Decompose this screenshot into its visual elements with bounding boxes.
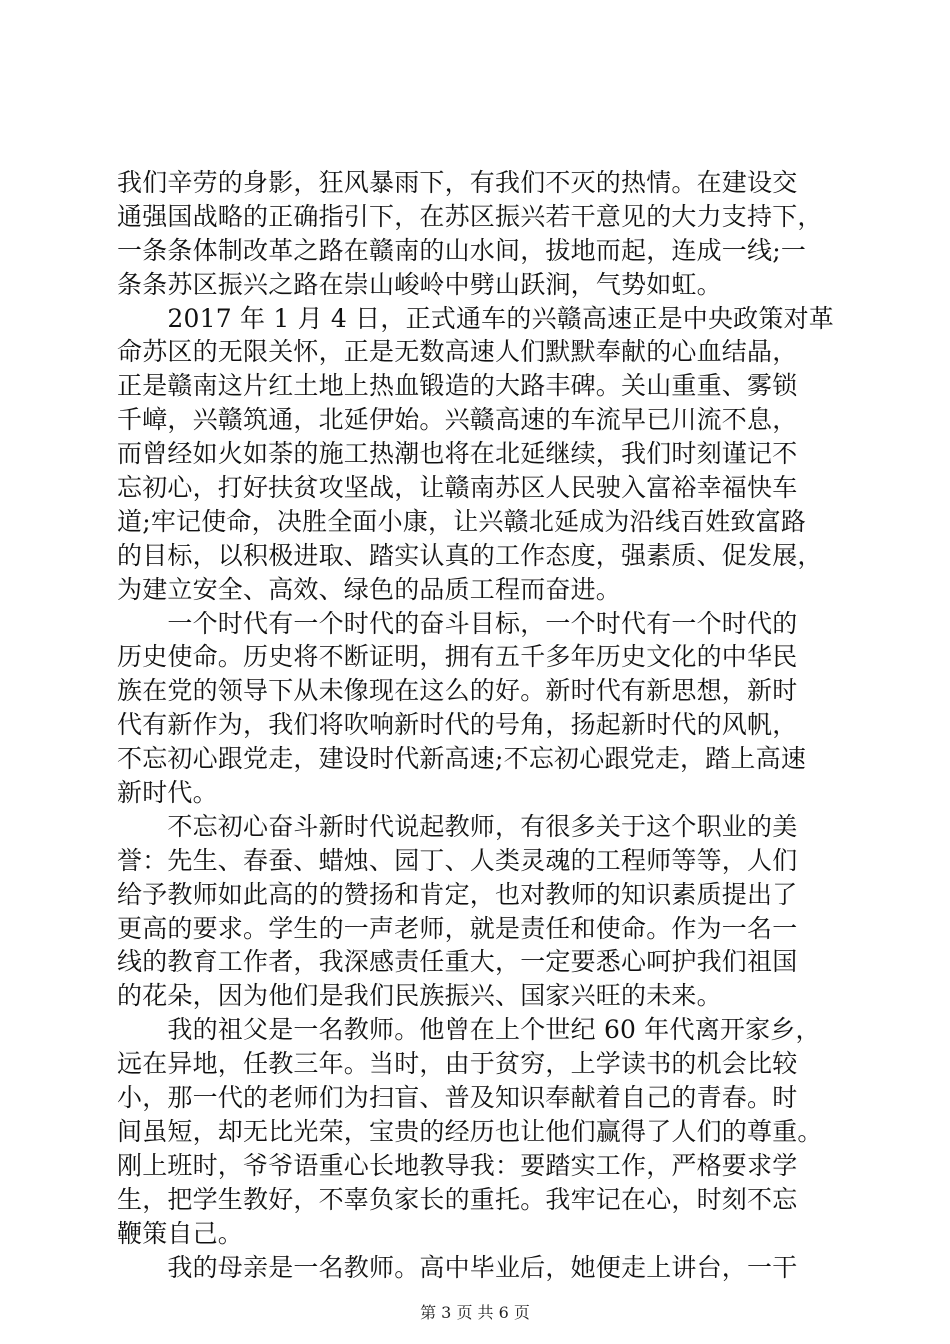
text-line: 不忘初心奋斗新时代说起教师，有很多关于这个职业的美 <box>117 811 798 841</box>
text-line: 2017 年 1 月 4 日，正式通车的兴赣高速正是中央政策对革 <box>117 303 834 333</box>
document-body <box>117 166 837 1284</box>
text-line: 远在异地，任教三年。当时，由于贫穷，上学读书的机会比较 <box>117 1049 798 1079</box>
text-line: 为建立安全、高效、绿色的品质工程而奋进。 <box>117 574 622 604</box>
text-line: 正是赣南这片红土地上热血锻造的大路丰碑。关山重重、雾锁 <box>117 371 798 401</box>
text-line: 道;牢记使命，决胜全面小康，让兴赣北延成为沿线百姓致富路 <box>117 506 807 536</box>
text-line: 我们辛劳的身影，狂风暴雨下，有我们不灭的热情。在建设交 <box>117 168 798 197</box>
text-line: 通强国战略的正确指引下，在苏区振兴若干意见的大力支持下， <box>117 201 823 231</box>
text-line: 小，那一代的老师们为扫盲、普及知识奉献着自己的青春。时 <box>117 1083 798 1113</box>
text-line: 誉：先生、春蚕、蜡烛、园丁、人类灵魂的工程师等等，人们 <box>117 845 798 875</box>
text-line: 我的祖父是一名教师。他曾在上个世纪 60 年代离开家乡， <box>117 1015 821 1045</box>
text-line: 的花朵，因为他们是我们民族振兴、国家兴旺的未来。 <box>117 981 722 1011</box>
page-number-footer: 第 3 页 共 6 页 <box>420 1303 530 1322</box>
text-line: 千嶂，兴赣筑通，北延伊始。兴赣高速的车流早已川流不息， <box>117 405 798 435</box>
text-line: 而曾经如火如荼的施工热潮也将在北延继续，我们时刻谨记不 <box>117 439 798 469</box>
text-line: 我的母亲是一名教师。高中毕业后，她便走上讲台，一干 <box>117 1252 798 1282</box>
text-line: 一条条体制改革之路在赣南的山水间，拔地而起，连成一线;一 <box>117 235 807 265</box>
text-line: 给予教师如此高的的赞扬和肯定，也对教师的知识素质提出了 <box>117 879 798 909</box>
text-line: 间虽短，却无比光荣，宝贵的经历也让他们赢得了人们的尊重。 <box>117 1116 823 1146</box>
text-line: 不忘初心跟党走，建设时代新高速;不忘初心跟党走，踏上高速 <box>117 744 807 774</box>
text-line: 历史使命。历史将不断证明，拥有五千多年历史文化的中华民 <box>117 642 798 672</box>
text-line: 一个时代有一个时代的奋斗目标，一个时代有一个时代的 <box>117 608 798 638</box>
text-line: 命苏区的无限关怀，正是无数高速人们默默奉献的心血结晶， <box>117 337 798 367</box>
text-line: 生，把学生教好，不辜负家长的重托。我牢记在心，时刻不忘 <box>117 1184 798 1214</box>
text-line: 条条苏区振兴之路在崇山峻岭中劈山跃涧，气势如虹。 <box>117 269 722 299</box>
text-line: 线的教育工作者，我深感责任重大，一定要悉心呵护我们祖国 <box>117 947 798 977</box>
text-line: 新时代。 <box>117 778 218 808</box>
text-line: 族在党的领导下从未像现在这么的好。新时代有新思想，新时 <box>117 676 798 706</box>
text-line: 的目标，以积极进取、踏实认真的工作态度，强素质、促发展， <box>117 540 823 570</box>
text-line: 更高的要求。学生的一声老师，就是责任和使命。作为一名一 <box>117 913 798 943</box>
text-line: 忘初心，打好扶贫攻坚战，让赣南苏区人民驶入富裕幸福快车 <box>117 473 798 503</box>
text-line: 鞭策自己。 <box>117 1218 244 1248</box>
text-line: 刚上班时，爷爷语重心长地教导我：要踏实工作，严格要求学 <box>117 1150 798 1180</box>
text-line: 代有新作为，我们将吹响新时代的号角，扬起新时代的风帆， <box>117 710 798 740</box>
